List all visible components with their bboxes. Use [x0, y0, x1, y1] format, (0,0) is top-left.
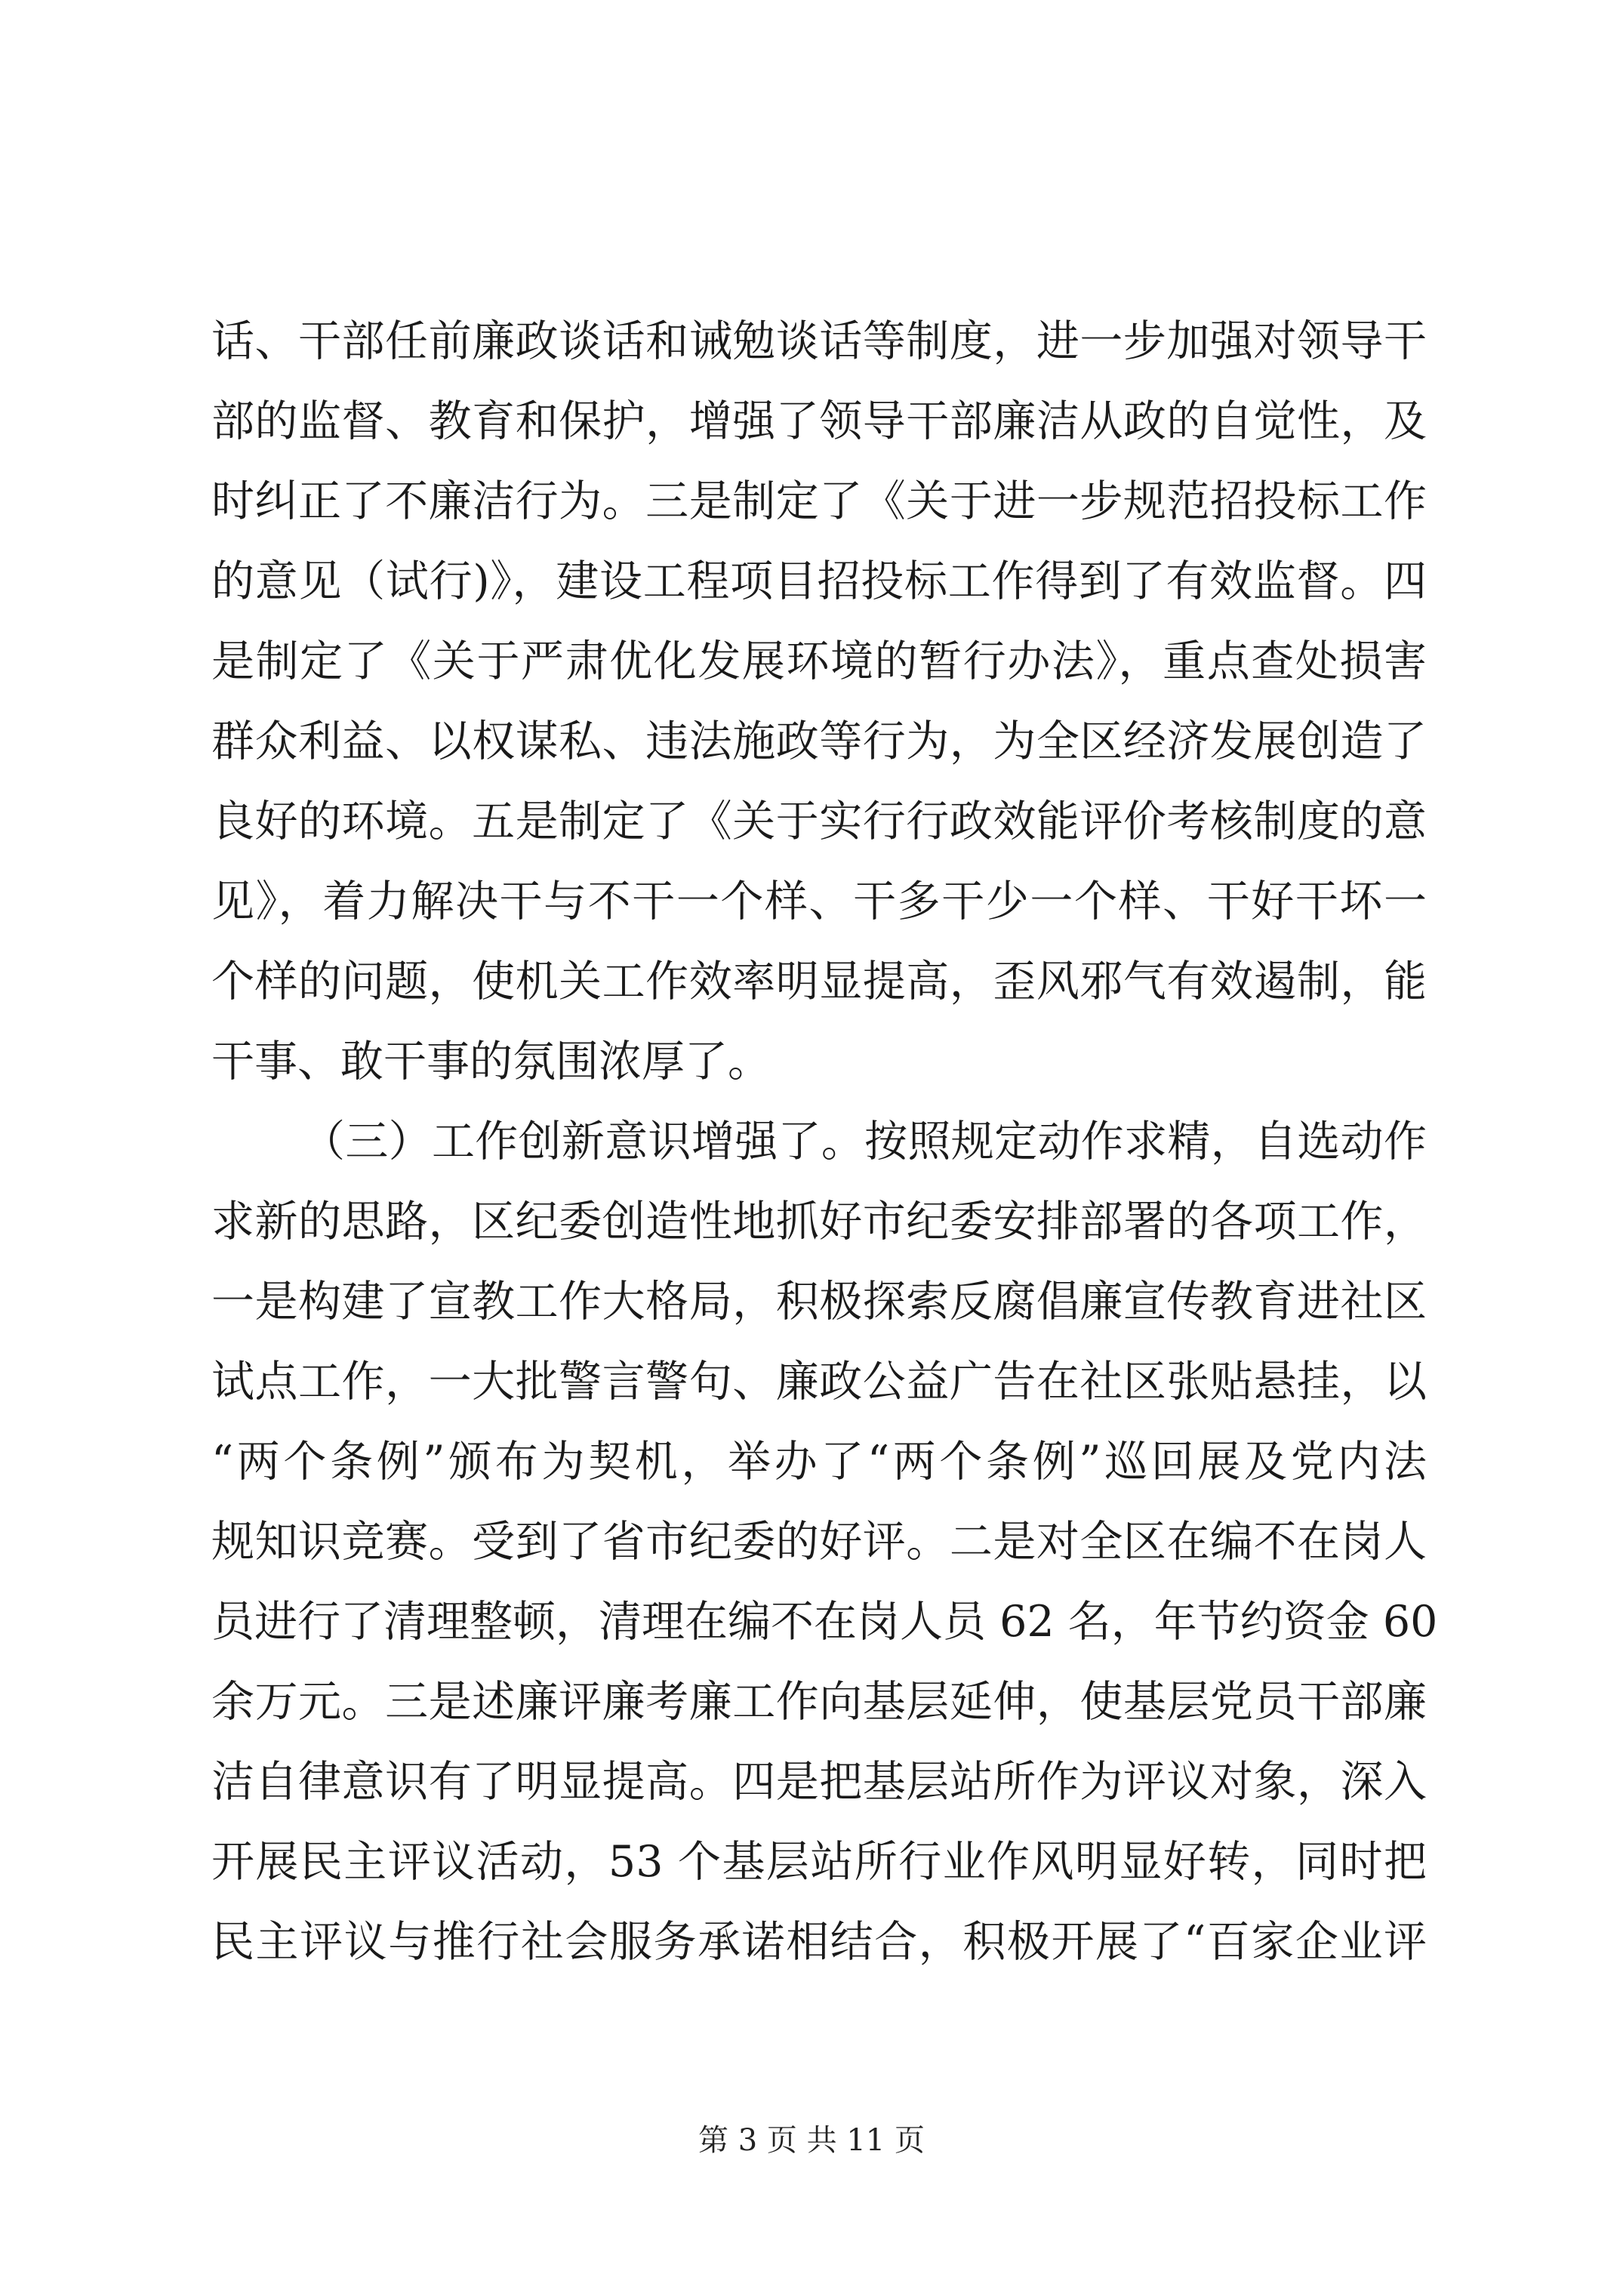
text-line: 时纠正了不廉洁行为。三是制定了《关于进一步规范招投标工作	[211, 476, 1427, 526]
text-line: 部的监督、教育和保护，增强了领导干部廉洁从政的自觉性，及	[211, 396, 1427, 446]
text-line: 洁自律意识有了明显提高。四是把基层站所作为评议对象，深入	[211, 1757, 1427, 1807]
text-line: 员进行了清理整顿，清理在编不在岗人员 62 名，年节约资金 60	[211, 1597, 1438, 1647]
text-line: 良好的环境。五是制定了《关于实行行政效能评价考核制度的意	[211, 797, 1427, 846]
page-number-footer: 第 3 页 共 11 页	[698, 2123, 925, 2158]
text-line: 民主评议与推行社会服务承诺相结合，积极开展了“百家企业评	[211, 1917, 1427, 1967]
text-line: 规知识竞赛。受到了省市纪委的好评。二是对全区在编不在岗人	[211, 1517, 1427, 1567]
text-line: 干事、敢干事的氛围浓厚了。	[211, 1037, 771, 1086]
paragraph-heading-line: （三）工作创新意识增强了。按照规定动作求精，自选动作	[302, 1117, 1427, 1166]
text-line: 试点工作，一大批警言警句、廉政公益广告在社区张贴悬挂，以	[211, 1357, 1427, 1407]
text-line: 是制定了《关于严肃优化发展环境的暂行办法》，重点查处损害	[211, 636, 1427, 686]
text-line: 话、干部任前廉政谈话和诫勉谈话等制度，进一步加强对领导干	[211, 316, 1427, 366]
text-line: 的意见（试行)》，建设工程项目招投标工作得到了有效监督。四	[211, 556, 1427, 606]
text-line: 余万元。三是述廉评廉考廉工作向基层延伸，使基层党员干部廉	[211, 1677, 1427, 1727]
text-line: 个样的问题，使机关工作效率明显提高，歪风邪气有效遏制，能	[211, 957, 1427, 1006]
text-line: 一是构建了宣教工作大格局，积极探索反腐倡廉宣传教育进社区	[211, 1277, 1427, 1327]
text-line: 见》，着力解决干与不干一个样、干多干少一个样、干好干坏一	[211, 877, 1427, 926]
text-line: 群众利益、以权谋私、违法施政等行为，为全区经济发展创造了	[211, 717, 1427, 766]
text-line: 求新的思路，区纪委创造性地抓好市纪委安排部署的各项工作，	[211, 1197, 1427, 1247]
text-line: 开展民主评议活动，53 个基层站所行业作风明显好转，同时把	[211, 1837, 1427, 1887]
text-line: “两个条例”颁布为契机，举办了“两个条例”巡回展及党内法	[211, 1437, 1427, 1487]
